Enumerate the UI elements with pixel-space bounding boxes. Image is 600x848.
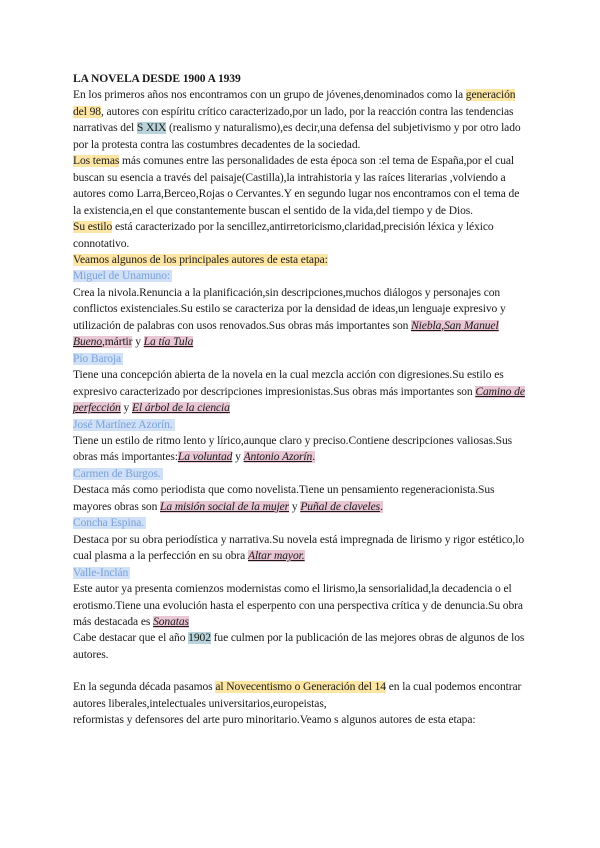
estilo-text: está caracterizado por la sencillez,antirretoricismo,claridad,precisión léxica y léxico connotativo. [73,221,494,250]
document-body [73,71,528,729]
author-text: Este autor ya presenta comienzos modernistas como el lirismo,la sensorialidad,la decadencia o el erotismo.Tiene una evolución hasta el esperpento con una perspectiva crítica y de denuncia.Su obra más destacada es [73,583,523,628]
temas-text: más comunes entre las personalidades de esta época son :el tema de España,por el cual buscan su esencia a través del paisaje(Castilla),la intrahistoria y las raíces literarias ,volviendo a autores como Larra,Berceo,Rojas o Cervantes.Y en segundo lugar nos encontramos con el tema de la existencia,en el que constantemente buscan el sentido de la vida,del tiempo y de Dios. [73,155,520,217]
highlight-sxix: S XIX [136,122,167,135]
author-heading-burgos [73,466,528,482]
intro-text: , autores con espíritu crítico caracterizado,por un lado, por la reacción contra las tendencias narrativas del [73,105,514,135]
work-title: Altar mayor. [248,550,305,563]
author-name: Miguel de Unamuno: [73,270,170,283]
year-paragraph [73,630,528,663]
highlight-year: 1902 [188,632,211,645]
separator: , [102,336,105,349]
separator: y [232,451,244,464]
author-heading-baroja [73,351,528,367]
work-title: La voluntad [177,451,233,464]
author-paragraph-espina [73,532,528,565]
highlight-veamos: Veamos algunos de los principales autores de esta etapa: [73,253,328,266]
author-name: Carmen de Burgos. [73,467,161,480]
author-name: José Martínez Azorín. [73,418,173,431]
novecentismo-paragraph [73,679,528,712]
year-text: Cabe destacar que el año [73,632,189,645]
temas-paragraph [73,153,528,219]
work-title: San Manuel Bueno [73,319,499,349]
work-title: La tía Tula [143,336,194,349]
estilo-paragraph [73,219,528,252]
author-heading-valle [73,565,528,581]
separator: . [380,500,383,513]
work-title: La misión social de la mujer [160,500,290,513]
highlight-novecentismo: al Novecentismo o Generación del 14 [215,681,386,694]
year-text: fue culmen por la publicación de las mejores obras de algunos de los autores. [73,632,525,661]
author-text: Destaca más como periodista que como novelista.Tiene un pensamiento regeneracionista.Sus mayores obras son [73,484,495,513]
novecentismo-text: en la cual podemos encontrar autores liberales,intelectuales universitarios,europeistas, [73,681,522,710]
author-name: Valle-Inclán [73,566,129,579]
work-title: Puñal de claveles [300,500,381,513]
novecentismo-text: En la segunda década pasamos [73,681,216,694]
work-title: Niebla [411,319,442,332]
highlight-temas: Los temas [73,155,120,168]
highlight-gen98: generación del 98 [73,89,516,118]
veamos-paragraph [73,252,528,268]
author-paragraph-burgos [73,482,528,515]
author-text: Crea la nivola.Renuncia a la planificación,sin descripciones,muchos diálogos y personajes con conflictos existenciales.Su estilo se caracteriza por la densidad de ideas,un lenguaje expresivo y utilización de palabras con usos renovados.Sus obras más importantes son [73,286,506,332]
author-paragraph-baroja [73,367,528,416]
work-title: El árbol de la ciencia [131,402,230,415]
author-heading-unamuno [73,268,528,284]
work-title: Camino de perfección [73,385,525,415]
highlight-estilo: Su estilo [73,221,113,234]
author-text: Tiene un estilo de ritmo lento y lírico,aunque claro y preciso.Contiene descripciones valiosas.Sus obras más importantes: [73,434,513,464]
work-title: Antonio Azorín [243,451,313,464]
author-paragraph-valle [73,581,528,630]
paragraph-gap [73,663,528,679]
novecentismo-paragraph-2: reformistas y defensores del arte puro minoritario.Veamo s algunos autores de esta etapa: [73,714,476,727]
separator: , [441,319,445,332]
author-paragraph-azorin [73,433,528,466]
separator: y [120,402,132,415]
author-name: Pío Baroja [73,352,122,365]
intro-paragraph [73,87,528,153]
author-text: Tiene una concepción abierta de la novela en la cual mezcla acción con digresiones.Su estilo es expresivo caracterizado por descripciones impresionistas.Sus obras más importantes son [73,369,504,398]
document-title: LA NOVELA DESDE 1900 A 1939 [73,73,241,85]
separator: . [312,451,315,464]
author-paragraph-unamuno [73,285,528,351]
author-text: Destaca por su obra periodística y narrativa.Su novela está impregnada de lirismo y rigor estético,lo cual plasma a la perfección en su obra [73,533,524,563]
separator: y [289,500,301,513]
work-title: Sonatas [153,615,189,628]
intro-text: En los primeros años nos encontramos con un grupo de jóvenes,denominados como la [73,89,466,102]
author-name: Concha Espina. [73,517,145,530]
author-heading-azorin [73,417,528,433]
separator: y [132,336,144,349]
intro-text: (realismo y naturalismo),es decir,una defensa del subjetivismo y por otro lado por la protesta contra las costumbres decadentes de la sociedad. [73,122,521,151]
work-title: mártir [104,336,133,349]
author-heading-espina [73,515,528,531]
